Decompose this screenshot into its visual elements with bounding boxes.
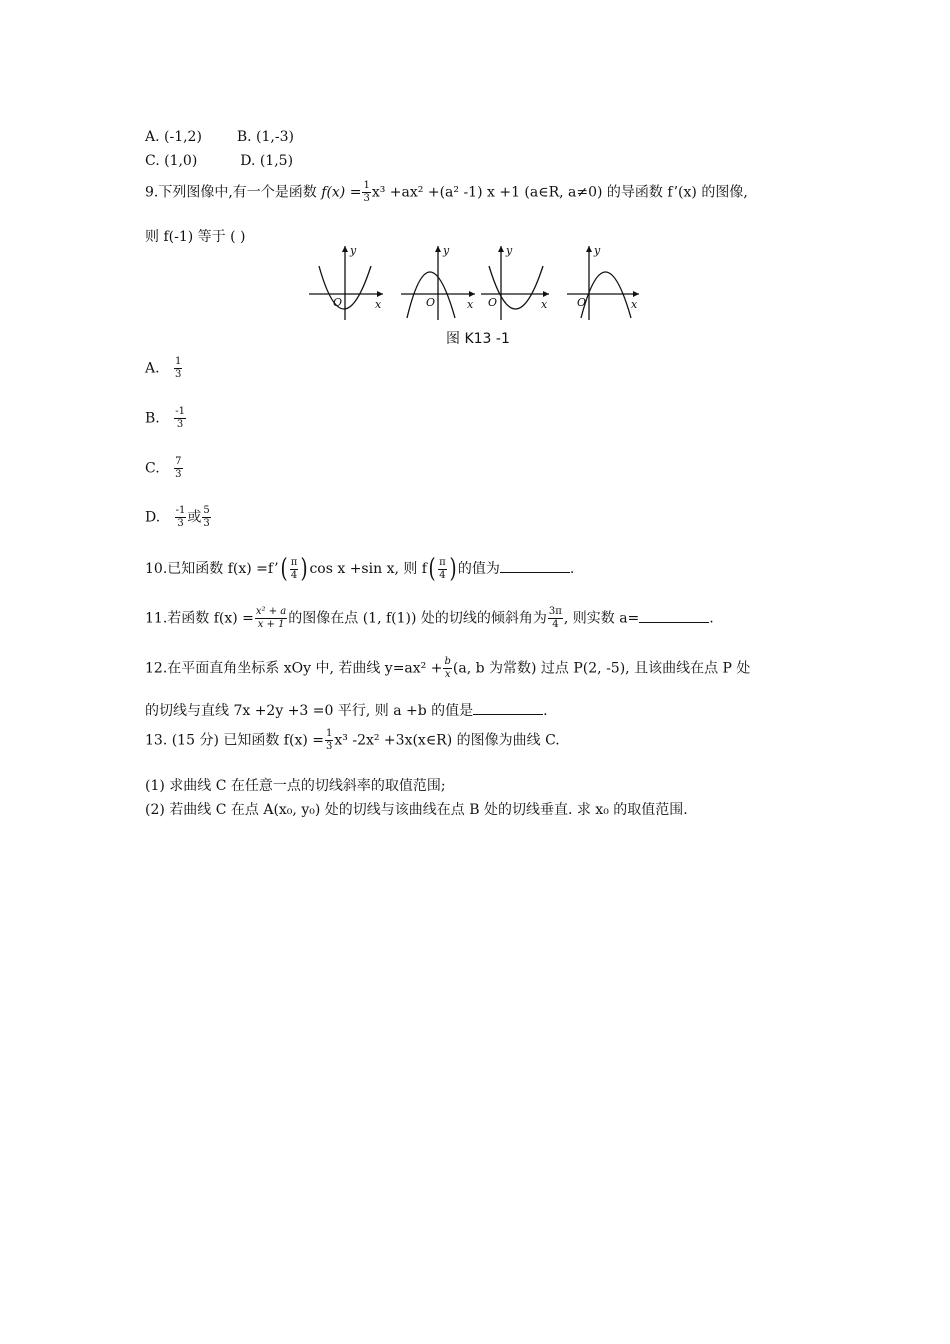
q12-text-3: 的切线与直线 7x +2y +3 =0 平行, 则 a +b 的值是 [145,703,474,719]
q12-stem-line-2 [145,700,548,721]
graph-1 [309,246,383,320]
q13-part-1: (1) 求曲线 C 在任意一点的切线斜率的取值范围; [145,778,446,794]
q12-text-4: . [543,703,548,719]
graph-3-y-label: y [506,244,513,257]
q9-equals: = [345,184,362,201]
q9-figure-graphs [305,242,645,324]
q9-fraction-num: 1 [363,180,370,191]
q9-stem-rest: x³ +ax² +(a² -1) x +1 (a∈R, a≠0) 的导函数 f’(x) 的图像, [371,184,748,201]
q10-pi-frac-2 [438,557,447,582]
q8-options-row-1 [145,127,294,147]
q11-stem [145,606,714,631]
q12-text-1: 12.在平面直角坐标系 xOy 中, 若曲线 y=ax² + [145,660,443,677]
q9-option-a-frac [174,356,182,381]
q13-stem [145,728,560,753]
graph-1-y-label: y [350,244,357,257]
q13-part-2: (2) 若曲线 C 在点 A(x₀, y₀) 处的切线与该曲线在点 B 处的切线垂直. 求 x₀ 的取值范围. [145,802,688,818]
q9-option-b-den: 3 [176,419,184,430]
q11-text-1: 11.若函数 f(x) = [145,610,254,627]
q9-option-c-num: 7 [175,456,182,467]
q10-text-4: . [569,561,575,577]
q9-option-a [145,356,183,381]
q9-stem-line-2: 则 f(-1) 等于 ( ) [145,229,246,245]
q13-frac-num: 1 [326,728,333,739]
graph-2-origin: O [426,296,436,309]
q9-option-c-frac [174,456,182,481]
q11-text-4: . [709,610,714,627]
q9-option-d [145,505,212,530]
q12-text-2: (a, b 为常数) 过点 P(2, -5), 且该曲线在点 P 处 [452,660,751,677]
q9-option-d-den-2: 3 [203,518,210,529]
q11-text-2: 的图像在点 (1, f(1)) 处的切线的倾斜角为 [288,610,547,627]
q10-pi-num-2: π [439,556,446,568]
q9-option-d-frac-1 [175,505,187,530]
q9-option-c [145,456,184,481]
q8-options-row-2 [145,151,293,171]
q12-frac-den: x [444,669,451,680]
q8-option-a: A. (-1,2) [145,129,202,145]
q8-option-b: B. (1,-3) [236,129,294,145]
graph-2-x-label: x [467,298,474,311]
q9-fraction [362,180,370,205]
figure-caption: 图 K13 -1 [446,331,510,347]
q11-answer-blank[interactable] [639,608,709,623]
q10-text-2: cos x +sin x, 则 f [309,561,427,577]
graph-2-y-label: y [443,244,450,257]
q9-stem-start: 9.下列图像中,有一个是函数 [145,184,322,201]
q12-stem-line-1 [145,656,750,681]
q10-pi-frac-1 [290,557,299,582]
q9-option-c-den: 3 [175,469,182,480]
q9-option-b-frac [174,406,186,431]
q11-frac-num: x² + a [255,606,287,617]
q10-pi-den-1: 4 [290,569,298,581]
q11-function-frac [255,606,287,631]
q10-paren-open-2: ( [428,554,436,584]
q13-frac [325,728,333,753]
q11-angle-den: 4 [552,619,559,630]
q9-stem-line-1 [145,180,748,205]
graph-3-x-label: x [541,298,548,311]
graph-2 [401,246,475,320]
q9-option-a-den: 3 [175,369,182,380]
q9-option-b-label: B. [145,410,160,427]
q11-angle-num: 3π [548,606,562,617]
q10-text-3: 的值为 [457,561,500,577]
q9-option-a-label: A. [145,360,160,377]
q10-text-1: 10.已知函数 f(x) =f’ [145,561,279,577]
graph-4-x-label: x [631,298,638,311]
q11-text-3: , 则实数 a= [563,610,640,627]
q9-option-d-label: D. [145,509,161,526]
graph-3-origin: O [488,296,498,309]
q9-option-b [145,406,187,431]
q9-option-d-den-1: 3 [177,518,184,529]
graph-1-origin: O [333,296,343,309]
q8-option-c: C. (1,0) [145,153,198,169]
q9-option-b-num: -1 [175,406,185,417]
q10-stem [145,556,574,582]
q11-frac-den: x + 1 [257,619,285,630]
graph-4-y-label: y [594,244,601,257]
q9-fraction-den: 3 [363,193,370,204]
q10-paren-open-1: ( [280,554,288,584]
graph-1-x-label: x [375,298,382,311]
q10-pi-num-1: π [290,556,298,568]
q13-frac-den: 3 [326,741,333,752]
q9-option-d-num-1: -1 [175,505,186,516]
q9-function-name: f(x) [321,184,346,201]
q12-frac [443,656,451,681]
q9-option-d-or: 或 [187,509,202,526]
q9-option-d-num-2: 5 [203,505,210,516]
graph-4-origin: O [577,296,587,309]
q9-option-c-label: C. [145,460,160,477]
q13-text-2: x³ -2x² +3x(x∈R) 的图像为曲线 C. [334,732,560,749]
q10-pi-den-2: 4 [439,569,446,581]
q8-option-d: D. (1,5) [240,153,294,169]
q13-text-1: 13. (15 分) 已知函数 f(x) = [145,732,324,749]
q12-answer-blank[interactable] [473,700,543,715]
q9-option-d-frac-2 [202,505,210,530]
q12-frac-num: b [444,656,451,667]
q11-angle-frac [548,606,563,631]
q10-paren-close-1: ) [300,554,308,584]
q9-option-a-num: 1 [175,356,182,367]
q10-paren-close-2: ) [449,554,457,584]
q10-answer-blank[interactable] [500,558,570,573]
